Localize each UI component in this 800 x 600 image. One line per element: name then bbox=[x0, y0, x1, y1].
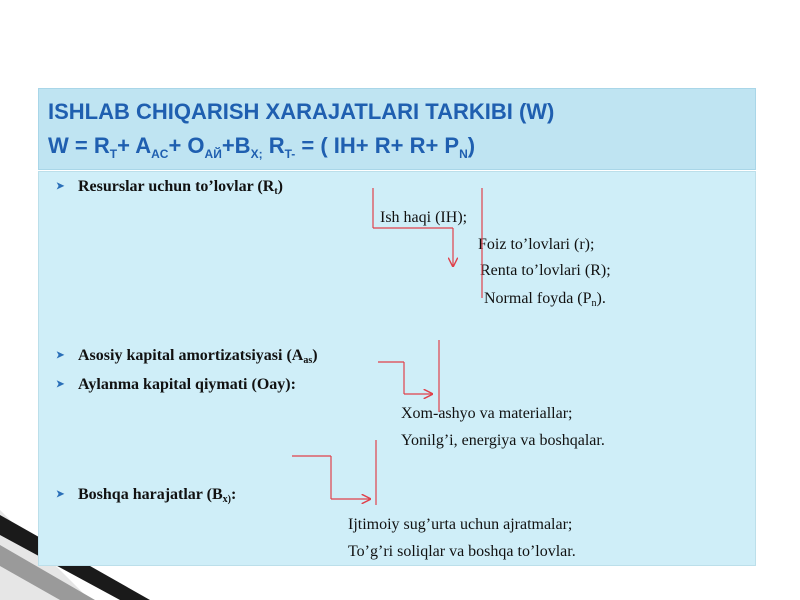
bullet-sub: x) bbox=[222, 494, 231, 505]
detail-xom-ashyo: Xom-ashyo va materiallar; bbox=[401, 405, 573, 422]
formula-w: W = bbox=[48, 133, 94, 158]
detail-ijtimoiy: Ijtimoiy sug’urta uchun ajratmalar; bbox=[348, 516, 573, 533]
detail-foiz: Foiz to’lovlari (r); bbox=[478, 236, 595, 253]
normal-foyda-text: Normal foyda (P bbox=[484, 290, 592, 307]
detail-yonilgi: Yonilg’i, energiya va boshqalar. bbox=[401, 432, 605, 449]
bullet-text: Aylanma kapital qiymati (Oay): bbox=[78, 376, 296, 393]
bullet-arrow-icon: ➤ bbox=[56, 489, 65, 500]
normal-foyda-end: ). bbox=[596, 290, 606, 307]
formula-a-sub: AC bbox=[151, 147, 169, 161]
bullet-arrow-icon: ➤ bbox=[56, 181, 65, 192]
bullet-sub: t bbox=[274, 186, 278, 197]
bullet-text: Asosiy kapital amortizatsiyasi (A bbox=[78, 347, 304, 364]
bullet-text: Resurslar uchun to’lovlar (R bbox=[78, 178, 275, 195]
formula-o: + O bbox=[168, 133, 205, 158]
formula-r2-sub: T- bbox=[284, 147, 296, 161]
formula-b: +B bbox=[221, 133, 251, 158]
detail-renta: Renta to’lovlari (R); bbox=[480, 262, 611, 279]
bullet-text: Boshqa harajatlar (B bbox=[78, 486, 223, 503]
formula-b-sub: X; bbox=[250, 147, 263, 161]
formula-r-sub: T bbox=[109, 147, 118, 161]
formula-a: + A bbox=[117, 133, 152, 158]
title-line-1: ISHLAB CHIQARISH XARAJATLARI TARKIBI (W) bbox=[48, 99, 555, 124]
detail-ish-haqi: Ish haqi (IH); bbox=[380, 209, 468, 226]
bullet-end: ) bbox=[312, 347, 318, 364]
bullet-end: ) bbox=[277, 178, 283, 195]
detail-togri: To’g’ri soliqlar va boshqa to’lovlar. bbox=[348, 543, 576, 560]
formula-close: ) bbox=[467, 133, 476, 158]
normal-foyda-sub: n bbox=[591, 298, 597, 309]
formula-p-sub: N bbox=[459, 147, 468, 161]
bullet-sub: as bbox=[303, 355, 313, 366]
formula-r: R bbox=[93, 133, 110, 158]
bullet-arrow-icon: ➤ bbox=[56, 350, 65, 361]
formula-o-sub: AЙ bbox=[204, 147, 222, 161]
formula-r2: R bbox=[262, 133, 285, 158]
formula-rest: = ( IH+ R+ R+ P bbox=[295, 133, 460, 158]
bullet-arrow-icon: ➤ bbox=[56, 379, 65, 390]
bullet-end: : bbox=[230, 486, 237, 503]
